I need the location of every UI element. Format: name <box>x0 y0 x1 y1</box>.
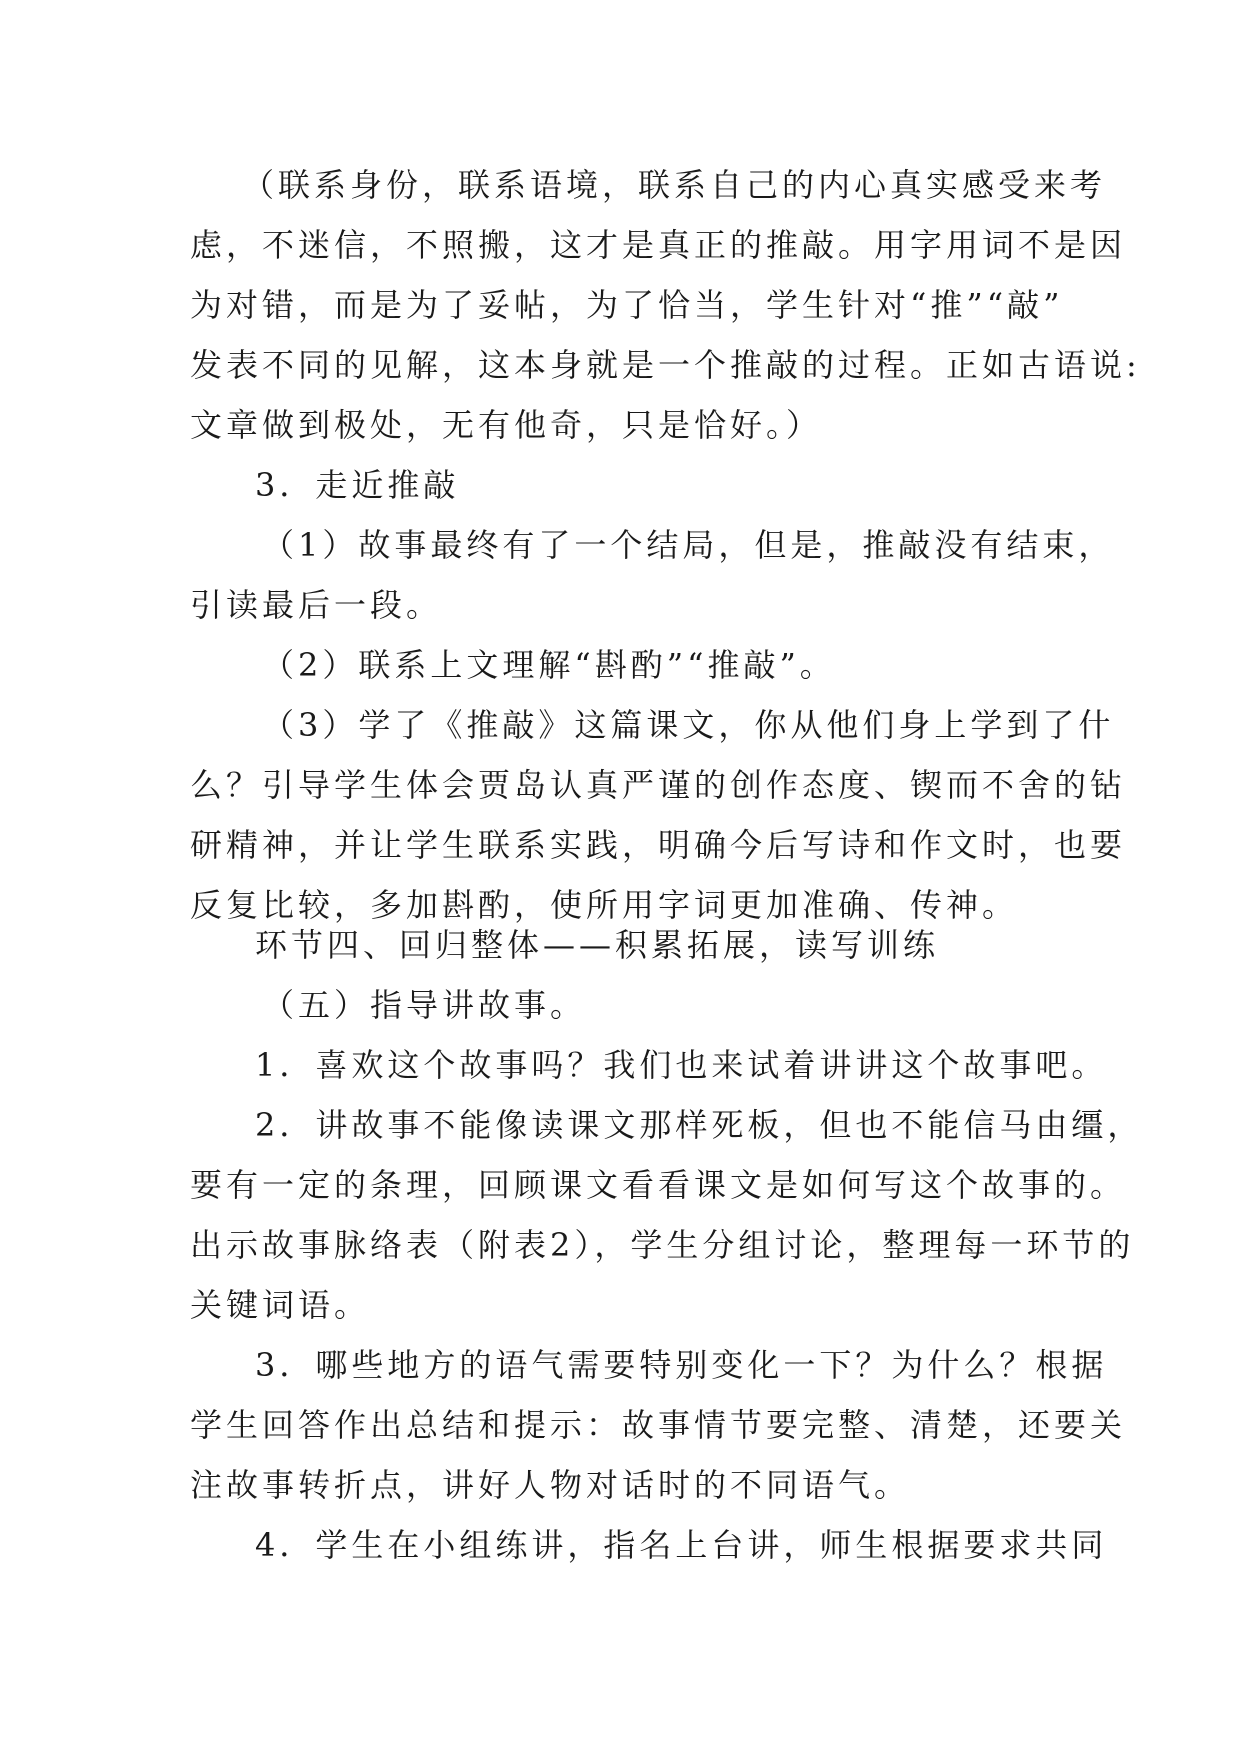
text-line: 4．学生在小组练讲，指名上台讲，师生根据要求共同 <box>255 1526 1108 1564</box>
text-line: （联系身份，联系语境，联系自己的内心真实感受来考 <box>242 166 1107 204</box>
text-line: 引读最后一段。 <box>190 586 443 624</box>
text-line: （3）学了《推敲》这篇课文，你从他们身上学到了什 <box>262 706 1115 744</box>
text-line: 发表不同的见解，这本身就是一个推敲的过程。正如古语说: <box>190 346 1141 384</box>
text-line: 3．哪些地方的语气需要特别变化一下？为什么？根据 <box>255 1346 1108 1384</box>
text-line: 么？引导学生体会贾岛认真严谨的创作态度、锲而不舍的钻 <box>190 766 1127 804</box>
section-heading: 环节四、回归整体——积累拓展，读写训练 <box>255 926 940 964</box>
text-line: 文章做到极处，无有他奇，只是恰好。） <box>190 406 823 444</box>
text-line: 学生回答作出总结和提示：故事情节要完整、清楚，还要关 <box>190 1406 1127 1444</box>
text-line: （1）故事最终有了一个结局，但是，推敲没有结束， <box>262 526 1115 564</box>
text-line: 关键词语。 <box>190 1286 371 1324</box>
text-line: 要有一定的条理，回顾课文看看课文是如何写这个故事的。 <box>190 1166 1127 1204</box>
text-line: 出示故事脉络表（附表2），学生分组讨论，整理每一环节的 <box>190 1226 1135 1264</box>
text-line: 虑，不迷信，不照搬，这才是真正的推敲。用字用词不是因 <box>190 226 1127 264</box>
section-heading: （五）指导讲故事。 <box>262 986 587 1024</box>
text-line: 1．喜欢这个故事吗？我们也来试着讲讲这个故事吧。 <box>255 1046 1108 1084</box>
text-line: 研精神，并让学生联系实践，明确今后写诗和作文时，也要 <box>190 826 1127 864</box>
text-line: 反复比较，多加斟酌，使所用字词更加准确、传神。 <box>190 886 1019 924</box>
text-line: 2．讲故事不能像读课文那样死板，但也不能信马由缰， <box>255 1106 1144 1144</box>
text-line: （2）联系上文理解“斟酌”“推敲”。 <box>262 646 836 684</box>
text-line: 注故事转折点，讲好人物对话时的不同语气。 <box>190 1466 911 1504</box>
section-heading: 3．走近推敲 <box>255 466 460 504</box>
text-line: 为对错，而是为了妥帖，为了恰当，学生针对“推”“敲” <box>190 286 1064 324</box>
